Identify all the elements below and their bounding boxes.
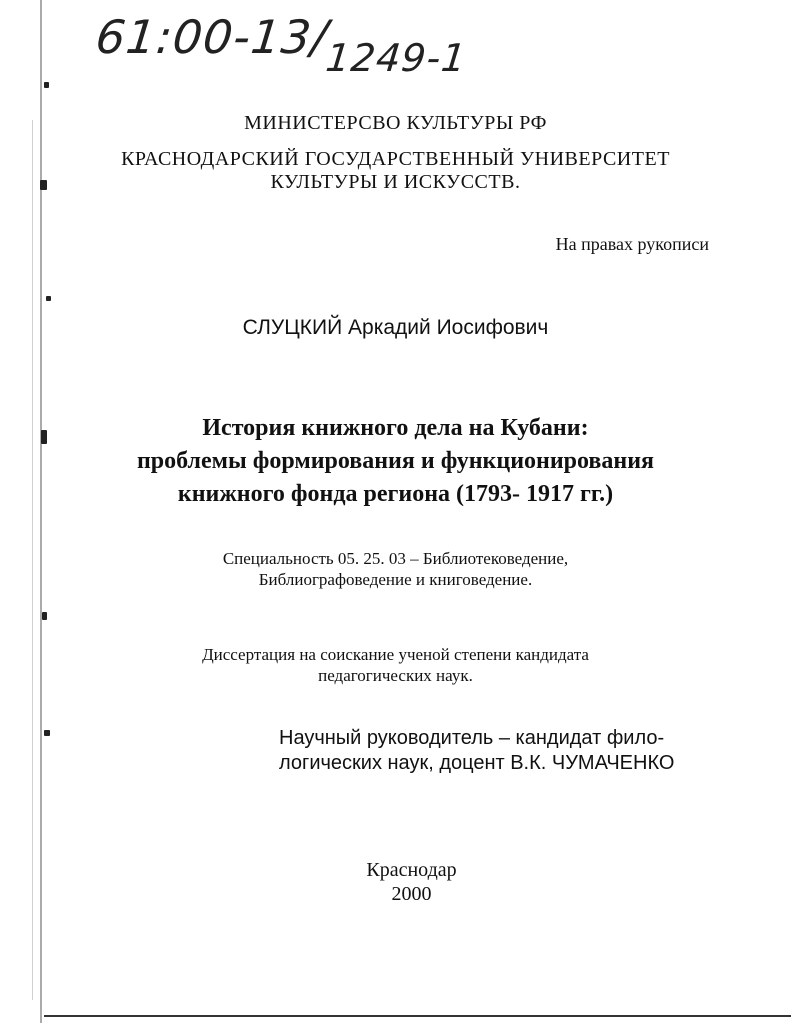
handwritten-archive-number <box>93 10 471 80</box>
advisor-line1: Научный руководитель – кандидат фило- <box>279 727 665 749</box>
scan-speck <box>42 612 47 620</box>
title-line1: История книжного дела на Кубани: <box>202 415 589 441</box>
title-line2: проблемы формирования и функционирования <box>136 448 655 474</box>
manuscript-note: На правах рукописи <box>555 234 709 254</box>
dissertation-line2: педагогических наук. <box>318 666 473 685</box>
university-heading-line2: КУЛЬТУРЫ И ИСКУССТВ. <box>270 171 521 193</box>
specialty-line1: Специальность 05. 25. 03 – Библиотековедение, <box>222 549 569 568</box>
scan-speck <box>44 730 50 736</box>
handwritten-main: 61:00-13/ <box>93 10 332 64</box>
year: 2000 <box>391 883 432 905</box>
specialty-line2: Библиографоведение и книговедение. <box>258 570 533 589</box>
handwritten-sub: 1249-1 <box>323 36 469 80</box>
advisor-line2: логических наук, доцент В.К. ЧУМАЧЕНКО <box>279 752 675 774</box>
scan-speck <box>46 296 51 301</box>
author-name: СЛУЦКИЙ Аркадий Иосифович <box>242 316 549 339</box>
dissertation-line1: Диссертация на соискание ученой степени кандидата <box>202 645 589 664</box>
scan-speck <box>44 82 49 88</box>
ministry-heading: МИНИСТЕРСВО КУЛЬТУРЫ РФ <box>244 112 547 134</box>
title-line3: книжного фонда региона (1793- 1917 гг.) <box>177 481 614 507</box>
scan-bottom-line <box>44 1015 791 1017</box>
city: Краснодар <box>366 859 457 881</box>
university-heading-line1: КРАСНОДАРСКИЙ ГОСУДАРСТВЕННЫЙ УНИВЕРСИТЕТ <box>121 148 670 170</box>
